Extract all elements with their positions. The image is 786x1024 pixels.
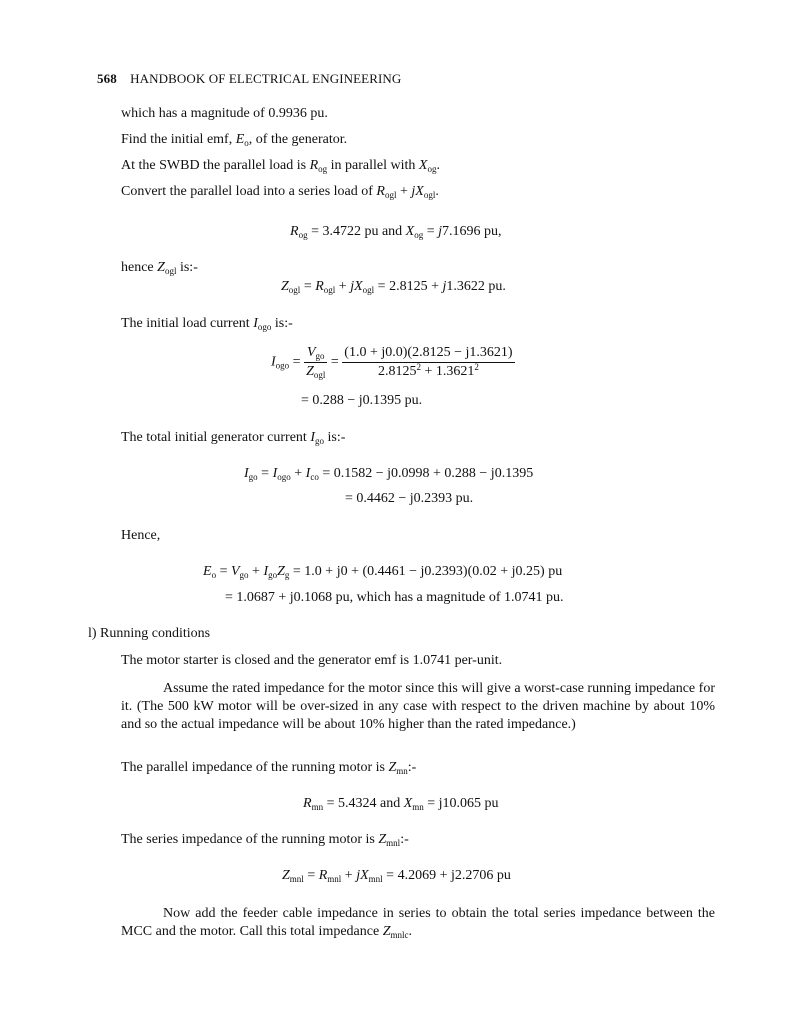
equation: $Z_{mnl} = R_{mnl} + jX_{mnl} = 4.2069 + j2.2706$ pu	[282, 868, 511, 884]
equation: = 0.288 − j0.1395 pu.	[301, 393, 423, 408]
text-line: hence $Z_{ogl}$ is:-	[121, 260, 198, 276]
equation: $E_o = V_{go} + I_{go}Z_g = 1.0 + j0 + (0.4461 - j0.2393)(0.02 + j0.25)$ pu	[203, 564, 563, 580]
running-header	[97, 71, 401, 87]
fraction: $\frac{V_{go}}{Z_{ogl}}$	[306, 345, 326, 380]
text-line: Hence,	[121, 528, 161, 543]
paragraph: Assume the rated impedance for the motor since this will give a worst-case running impedance for it. (The 500 kW motor will be over-sized in any case with respect to the driven machine by about 10% and so the actual impedance will be about 10% higher than the rated impedance.)	[121, 681, 715, 732]
equation-fraction: $I_{ogo}$ = $\frac{V_{go}}{Z_{ogl}}$ = $\frac{(1.0 + j0.0)(2.8125 - j1.3621)}{2.8125^2 + 1.3621^2}$	[271, 345, 513, 380]
section-heading: l) Running conditions	[88, 626, 211, 641]
page-number: 568	[97, 71, 117, 86]
text-line: The series impedance of the running motor is $Z_{mnl}:-$	[121, 832, 409, 848]
paragraph: Now add the feeder cable impedance in series to obtain the total series impedance between the MCC and the motor. Call this total impedance $Z_{mnlc}$.	[121, 906, 715, 940]
text-line: The parallel impedance of the running motor is $Z_{mn}:-$	[121, 760, 417, 776]
text-line: Find the initial emf, $E_o$, of the generator.	[121, 132, 348, 148]
text-line: Convert the parallel load into a series load of $R_{ogl} + jX_{ogl}$.	[121, 184, 439, 200]
text-line: which has a magnitude of 0.9936 pu.	[121, 106, 328, 121]
text-line: The total initial generator current $I_{go}$ is:-	[121, 430, 346, 446]
equation: = 0.4462 − j0.2393 pu.	[345, 491, 474, 506]
text-line: The motor starter is closed and the generator emf is 1.0741 per-unit.	[121, 653, 503, 668]
book-title: HANDBOOK OF ELECTRICAL ENGINEERING	[130, 71, 402, 86]
equation: $Z_{ogl} = R_{ogl} + jX_{ogl} = 2.8125 + j1.3622$ pu.	[281, 279, 506, 295]
equation: = 1.0687 + j0.1068 pu, which has a magnitude of 1.0741 pu.	[225, 590, 564, 605]
equation: $R_{og} = 3.4722$ pu and $X_{og} = j7.1696$ pu,	[290, 224, 502, 240]
text-line: The initial load current $I_{ogo}$ is:-	[121, 316, 293, 332]
equation: $I_{go} = I_{ogo} + I_{co} = 0.1582 - j0.0998 + 0.288 - j0.1395$	[244, 466, 534, 482]
text-line: At the SWBD the parallel load is $R_{og}$ in parallel with $X_{og}$.	[121, 158, 440, 174]
fraction: $\frac{(1.0 + j0.0)(2.8125 - j1.3621)}{2.8125^2 + 1.3621^2}$	[344, 345, 513, 379]
equation: $R_{mn} = 5.4324$ and $X_{mn} = j10.065$ pu	[303, 796, 499, 812]
